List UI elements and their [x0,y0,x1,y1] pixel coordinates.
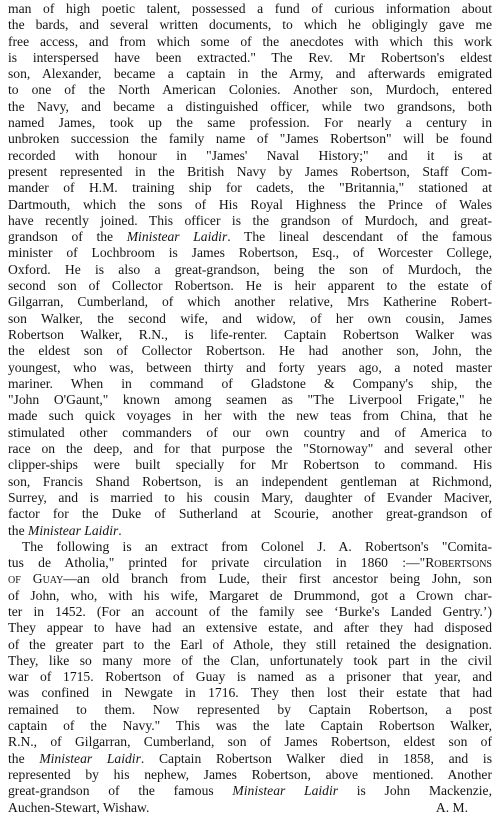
text-line: of the greater part to the Earl of Athole, they still retained the designation. [8,636,492,652]
italic-name: Ministear Laidir [232,783,339,799]
text-line: They, like so many more of the Clan, unfortunately took part in the civil [8,652,492,668]
text-line: named James, took up the same profession. For nearly a century in [8,115,492,131]
italic-name: Ministear Laidir [126,229,228,245]
text-line: of John, who, with his wife, Margaret de Drummond, got a Crown char- [8,587,492,603]
text-line [8,229,492,245]
text-line: son, Alexander, became a captain in the Army, and afterwards emigrated [8,66,492,82]
text-line [8,751,492,767]
closing-place: Auchen-Stewart, Wishaw. [8,799,150,815]
text-run: the [8,522,29,538]
text-line: Robertson Walker, R.N., is life-renter. Captain Robertson Walker was [8,326,492,342]
text-run: grandson of the [8,229,127,245]
text-line: recorded with honour in "James' Naval History;" and it is at [8,147,492,163]
text-line: the bards, and several written documents, to which he obligingly gave me [8,17,492,33]
text-line: youngest, who was, between thirty and forty years ago, a noted master [8,359,492,375]
signoff-line [8,800,492,816]
text-line: son, Francis Shand Robertson, is an independent gentleman at Richmond, [8,473,492,489]
text-run: the [8,750,40,766]
text-line: ter in 1452. (For an account of the family see ‘Burke's Landed Gentry.’) [8,603,492,619]
text-line: to one of the North American Colonies. Another son, Murdoch, entered [8,82,492,98]
text-line: represented by his nephew, James Robertson, above mentioned. Another [8,766,492,782]
text-line: the eldest son of Collector Robertson. He had another son, John, the [8,343,492,359]
text-line: R.N., of Gilgarran, Cumberland, son of James Robertson, eldest son of [8,734,492,750]
text-line: race on the deep, and for that purpose the "Stornoway" and several other [8,441,492,457]
text-line: second son of Collector Robertson. He is heir apparent to the estate of [8,278,492,294]
text-run: . Captain Robertson Walker died in 1858, and is [140,750,492,766]
text-line: The following is an extract from Colonel J. A. Robertson's "Comita- [22,538,492,554]
text-run: —an old branch from Lude, their first ancestor being John, son [63,571,493,587]
text-line: minister of Lochbroom is James Robertson, Esq., of Worcester College, [8,245,492,261]
text-line: have recently joined. This officer is the grandson of Murdoch, and great- [8,212,492,228]
text-line: free access, and from which some of the anecdotes with which this work [8,33,492,49]
text-line: war of 1715. Robertson of Guay is named as a prisoner that year, and [8,669,492,685]
paragraph-1 [8,1,492,539]
text-line: captain of the Navy." This was the late Captain Robertson Walker, [8,718,492,734]
text-run: great-grandson of the famous [8,783,233,799]
text-line: factor for the Duke of Sutherland at Scourie, another great-grandson of [8,506,492,522]
italic-name: Ministear Laidir [39,750,141,766]
text-run: . [118,522,122,538]
text-line: Dartmouth, which the sons of His Royal Highness the Prince of Wales [8,196,492,212]
small-caps-run: of Guay [8,571,64,587]
paragraph-2 [8,539,492,816]
text-line: stimulated other commanders of our own country and of America to [8,424,492,440]
text-line: Surrey, and is married to his cousin Mary, daughter of Evander Maciver, [8,489,492,505]
text-line: Gilgarran, Cumberland, of which another relative, Mrs Katherine Robert- [8,294,492,310]
text-line [8,555,492,571]
text-run: . The lineal descendant of the famous [227,229,492,245]
text-line: clipper-ships were built specially for Mr Robertson to command. His [8,457,492,473]
text-line [8,783,492,799]
text-line: unbroken succession the family name of "James Robertson" will be found [8,131,492,147]
italic-name: Ministear Laidir [28,522,119,538]
text-line: mander of H.M. training ship for cadets, the "Britannia," stationed at [8,180,492,196]
text-line: man of high poetic talent, possessed a fund of curious information about [8,1,492,16]
text-line: son Walker, the second wife, and widow, of her own cousin, James [8,310,492,326]
small-caps-run: Robertsons [425,555,492,571]
text-line: remained to them. Now represented by Captain Robertson, a post [8,701,492,717]
text-line [8,523,492,539]
closing-signature: A. M. [435,799,468,815]
text-line: "John O'Gaunt," known among seamen as "The Liverpool Frigate," he [8,392,492,408]
text-line: Oxford. He is also a great-grandson, being the son of Murdoch, the [8,261,492,277]
text-run: is John Mackenzie, [338,783,492,799]
text-run: tus de Atholia," printed for private circulation in 1860 :—" [8,555,426,571]
text-line: the Navy, and became a distinguished officer, while two grandsons, both [8,98,492,114]
text-line: They appear to have had an extensive estate, and after they had disposed [8,620,492,636]
text-line: mariner. When in command of Gladstone & Company's ship, the [8,375,492,391]
text-line [8,571,492,587]
text-line: is interspersed have been extracted." The Rev. Mr Robertson's eldest [8,49,492,65]
text-line: present represented in the British Navy by James Robertson, Staff Com- [8,163,492,179]
text-line: made such quick voyages in her with the new teas from China, that he [8,408,492,424]
text-line: was confined in Newgate in 1716. They then lost their estate that had [8,685,492,701]
